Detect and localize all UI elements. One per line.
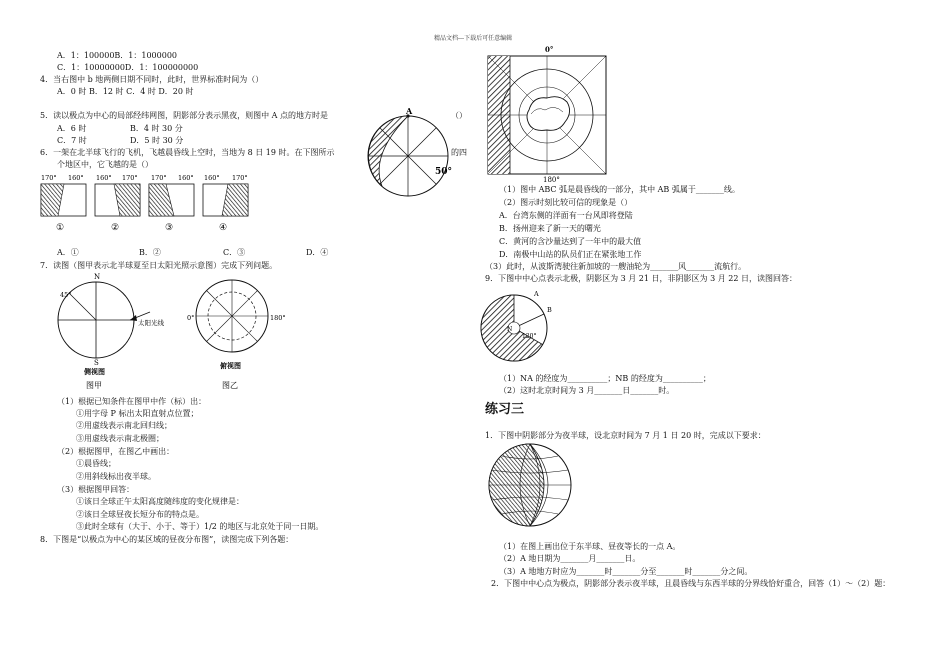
q7-sub1-3: ③用虚线表示南北极圈； [76, 434, 164, 443]
q9-sub1: （1）NA 的经度为__________；NB 的经度为__________； [499, 374, 711, 383]
jia-view: 侧视图 [84, 367, 105, 376]
q6-panel-3-left-deg: 170° [151, 174, 167, 182]
q6-panel-1-left-deg: 170° [41, 174, 57, 182]
jia-label-sunlight: 太阳光线 [138, 319, 164, 327]
q7-sub1: （1）根据已知条件在图甲中作（标）出： [57, 397, 207, 406]
q6-panel-4-left-deg: 160° [204, 174, 220, 182]
q5-paren: （） [451, 111, 467, 120]
q9-label-n: N [507, 326, 513, 333]
q6-panel-1 [41, 174, 86, 233]
yi-caption: 图乙 [222, 381, 238, 390]
q8-label-bottom: 180° [543, 176, 560, 184]
q6-panel-1-num: ① [56, 223, 65, 233]
q4-stem: 4．当右图中 b 地两侧日期不同时，此时，世界标准时间为（） [40, 75, 264, 84]
q7-sub3: （3）根据图甲回答： [57, 485, 135, 494]
q6-option-b: B．② [139, 248, 161, 257]
page-header: 精品文档---下载后可任意编辑 [434, 35, 513, 42]
q7-stem: 7．读图（图甲表示北半球夏至日太阳光照示意图）完成下列问题。 [40, 261, 278, 270]
q6-panel-2-right-deg: 170° [122, 174, 138, 182]
q8-stem: 8．下图是“以极点为中心的某区域的昼夜分布图”，读图完成下列各题： [40, 535, 294, 544]
q6-stem-line1: 6．一架在北半球飞行的飞机，飞越晨昏线上空时，当地为 8 日 19 时。在下图所示 [40, 148, 335, 157]
q5-label-a: A [406, 106, 413, 116]
q6-option-a: A．① [57, 248, 79, 257]
jia-label-lat: 45° [60, 291, 72, 299]
q9-label-a: A [534, 290, 539, 298]
q9-stem: 9．下图中中心点表示北极，阴影区为 3 月 21 日，非阴影区为 3 月 22 日，读图回答： [485, 274, 797, 283]
q5-label-deg: 50° [435, 167, 453, 177]
q5-option-c: C．7 时 [57, 136, 87, 145]
jia-label-n: N [94, 273, 101, 281]
jia-caption: 图甲 [86, 381, 102, 390]
q8-polar-map [485, 44, 610, 184]
q9-label-b: B [547, 306, 552, 314]
jia-45-line [69, 293, 96, 320]
q4-options: A．0 时 B．12 时 C．4 时 D．20 时 [57, 87, 194, 96]
q5-option-b: B．4 时 30 分 [130, 124, 183, 133]
q8-option-c: C．黄河的含沙量达到了一年中的最大值 [499, 237, 642, 246]
figure-yi [184, 272, 284, 392]
q3-options-cd: C．1：10000000D．1：100000000 [57, 63, 199, 72]
p2-stem: 2．下图中中心点为极点，阴影部分表示夜半球，且晨昏线与东西半球的分界线恰好重合，回答（1）～（2）题： [491, 579, 891, 588]
q5-option-a: A．6 时 [57, 124, 87, 133]
q8-option-a: A．台湾东侧的洋面有一台风即将登陆 [499, 211, 633, 220]
q6-panel-2-left-deg: 160° [96, 174, 112, 182]
p1-sub2: （2）A 地日期为_______月_______日。 [499, 554, 641, 563]
q6-panel-3 [149, 174, 194, 233]
q8-label-top: 0° [545, 45, 554, 54]
yi-deg-right: 180° [270, 314, 286, 322]
q5-option-d: D．5 时 30 分 [130, 136, 184, 145]
q6-panel-2 [95, 174, 140, 233]
q6-panel-3-right-deg: 160° [178, 174, 194, 182]
p1-stem: 1．下图中阴影部分为夜半球，设北京时间为 7 月 1 日 20 时，完成以下要求： [485, 431, 766, 440]
q8-option-b: B．扬州迎来了新一天的曙光 [499, 224, 601, 233]
p1-sub1: （1）在图上画出位于东半球、昼夜等长的一点 A。 [499, 542, 681, 551]
q8-option-d: D．南极中山站的队员们正在紧张地工作 [499, 250, 642, 259]
q8-sub2: （2）图示时刻比较可信的现象是（） [499, 198, 633, 207]
p1-sub3: （3）A 地地方时应为_______时_______分至_______时_______分之间。 [499, 567, 753, 576]
q7-sub2: （2）根据图甲，在图乙中画出： [57, 447, 175, 456]
q6-option-d: D．④ [306, 248, 329, 257]
q6-panel-1-right-deg: 160° [68, 174, 84, 182]
q6-stem-line2: 个地区中，它飞越的是（） [57, 160, 153, 169]
section-title: 练习三 [485, 402, 525, 417]
q3-options-ab: A．1：100000B．1：1000000 [57, 51, 178, 60]
q6-panel-4-right-deg: 170° [232, 174, 248, 182]
p1-globe-figure [488, 442, 588, 532]
q6-stem-tail: 的四 [451, 148, 467, 157]
q6-panel-2-num: ② [111, 223, 120, 233]
q8-sub3: （3）此时，从波斯湾驶往新加坡的一艘油轮为_______风_______流航行。 [485, 262, 747, 271]
q8-sub1: （1）图中 ABC 弧是晨昏线的一部分，其中 AB 弧属于_______线。 [499, 185, 740, 194]
q9-figure [478, 288, 558, 372]
q7-sub3-3: ③此时全球有（大于、小于、等于）1/2 的地区与北京处于同一日期。 [76, 522, 324, 531]
yi-view: 俯视图 [220, 361, 241, 370]
q9-label-angle: 120° [522, 333, 537, 340]
q6-panel-4 [203, 174, 248, 233]
q5-stem: 5．读以极点为中心的局部经纬网图，阴影部分表示黑夜，则图中 A 点的地方时是 [40, 111, 328, 120]
q7-sub2-2: ②用斜线标出夜半球。 [76, 472, 156, 481]
q6-panel-3-num: ③ [165, 223, 174, 233]
q7-sub3-1: ①该日全球正午太阳高度随纬度的变化规律是： [76, 497, 244, 506]
q9-sub2: （2）这时北京时间为 3 月_______日_______时。 [499, 386, 675, 395]
q7-sub2-1: ①晨昏线； [76, 459, 116, 468]
q6-option-c: C．③ [223, 248, 246, 257]
yi-deg-left: 0° [187, 314, 195, 322]
jia-label-s: S [94, 359, 99, 367]
q5-polar-figure [340, 106, 460, 200]
q6-panels-figure [38, 172, 258, 234]
q7-sub1-1: ①用字母 P 标出太阳直射点位置； [76, 409, 199, 418]
q7-sub3-2: ②该日全球昼夜长短分布的特点是。 [76, 510, 204, 519]
figure-jia [50, 272, 170, 392]
q7-sub1-2: ②用虚线表示南北回归线； [76, 421, 172, 430]
q6-panel-4-num: ④ [219, 223, 228, 233]
